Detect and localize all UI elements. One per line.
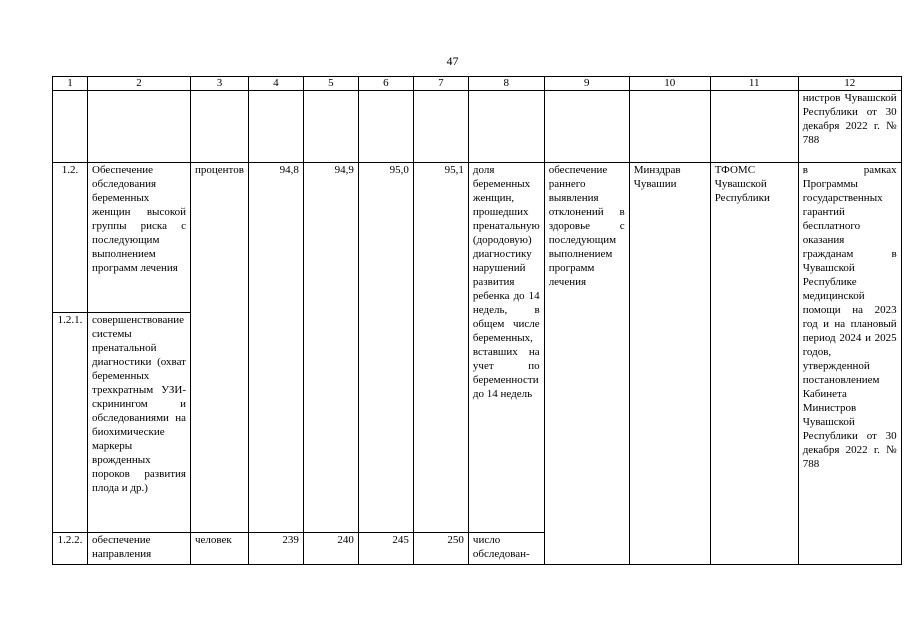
unit-cell: человек	[191, 533, 249, 565]
header-cell: 9	[544, 77, 629, 91]
value-cell: 95,0	[358, 163, 413, 533]
page-number: 47	[446, 54, 459, 68]
responsible-executor: Минздрав Чувашии	[629, 163, 710, 565]
measure-name: обеспечение направления	[88, 533, 191, 565]
header-cell: 8	[468, 77, 544, 91]
value-cell: 240	[303, 533, 358, 565]
measure-name: совершенствование системы пренатальной диагностики (охват беременных трехкратным УЗИ-скринингом и обследованиями на биохимические маркеры врожденных пороков развития плода и др.)	[88, 313, 191, 533]
indicator-cell: доля беременных женщин, прошедших пренатальную (дородовую) диагностику нарушений развития ребенка до 14 недель, в общем числе беременных, вставших на учет по беременности до 14 недель	[468, 163, 544, 533]
row-number: 1.2.	[53, 163, 88, 313]
value-cell: 95,1	[413, 163, 468, 533]
header-cell: 3	[191, 77, 249, 91]
row-number: 1.2.2.	[53, 533, 88, 565]
basis-continuation: нистров Чувашской Республики от 30 декабря 2022 г. № 788	[798, 91, 901, 163]
expected-result: обеспечение раннего выявления отклонений в здоровье с последующим выполнением программ лечения	[544, 163, 629, 565]
co-executor: ТФОМС Чувашской Республики	[710, 163, 798, 565]
value-cell: 239	[248, 533, 303, 565]
measure-name: Обеспечение обследования беременных женщин высокой группы риска с последующим выполнением программ лечения	[88, 163, 191, 313]
unit-cell: процентов	[191, 163, 249, 533]
program-table	[52, 76, 902, 565]
header-cell: 12	[798, 77, 901, 91]
header-cell: 7	[413, 77, 468, 91]
table-row-1-2	[53, 163, 902, 313]
header-cell: 1	[53, 77, 88, 91]
header-cell: 2	[88, 77, 191, 91]
header-row	[53, 77, 902, 91]
indicator-cell: число обследован-	[468, 533, 544, 565]
header-cell: 10	[629, 77, 710, 91]
header-cell: 11	[710, 77, 798, 91]
value-cell: 94,8	[248, 163, 303, 533]
value-cell: 250	[413, 533, 468, 565]
header-cell: 6	[358, 77, 413, 91]
header-cell: 5	[303, 77, 358, 91]
row-number: 1.2.1.	[53, 313, 88, 533]
table-row-continuation	[53, 91, 902, 163]
value-cell: 94,9	[303, 163, 358, 533]
legal-basis: в рамках Программы государственных гарантий бесплатного оказания гражданам в Чувашской Республике медицинской помощи на 2023 год и на плановый период 2024 и 2025 годов, утвержденной постановлением Кабинета Министров Чувашской Республики от 30 декабря 2022 г. № 788	[798, 163, 901, 565]
header-cell: 4	[248, 77, 303, 91]
value-cell: 245	[358, 533, 413, 565]
